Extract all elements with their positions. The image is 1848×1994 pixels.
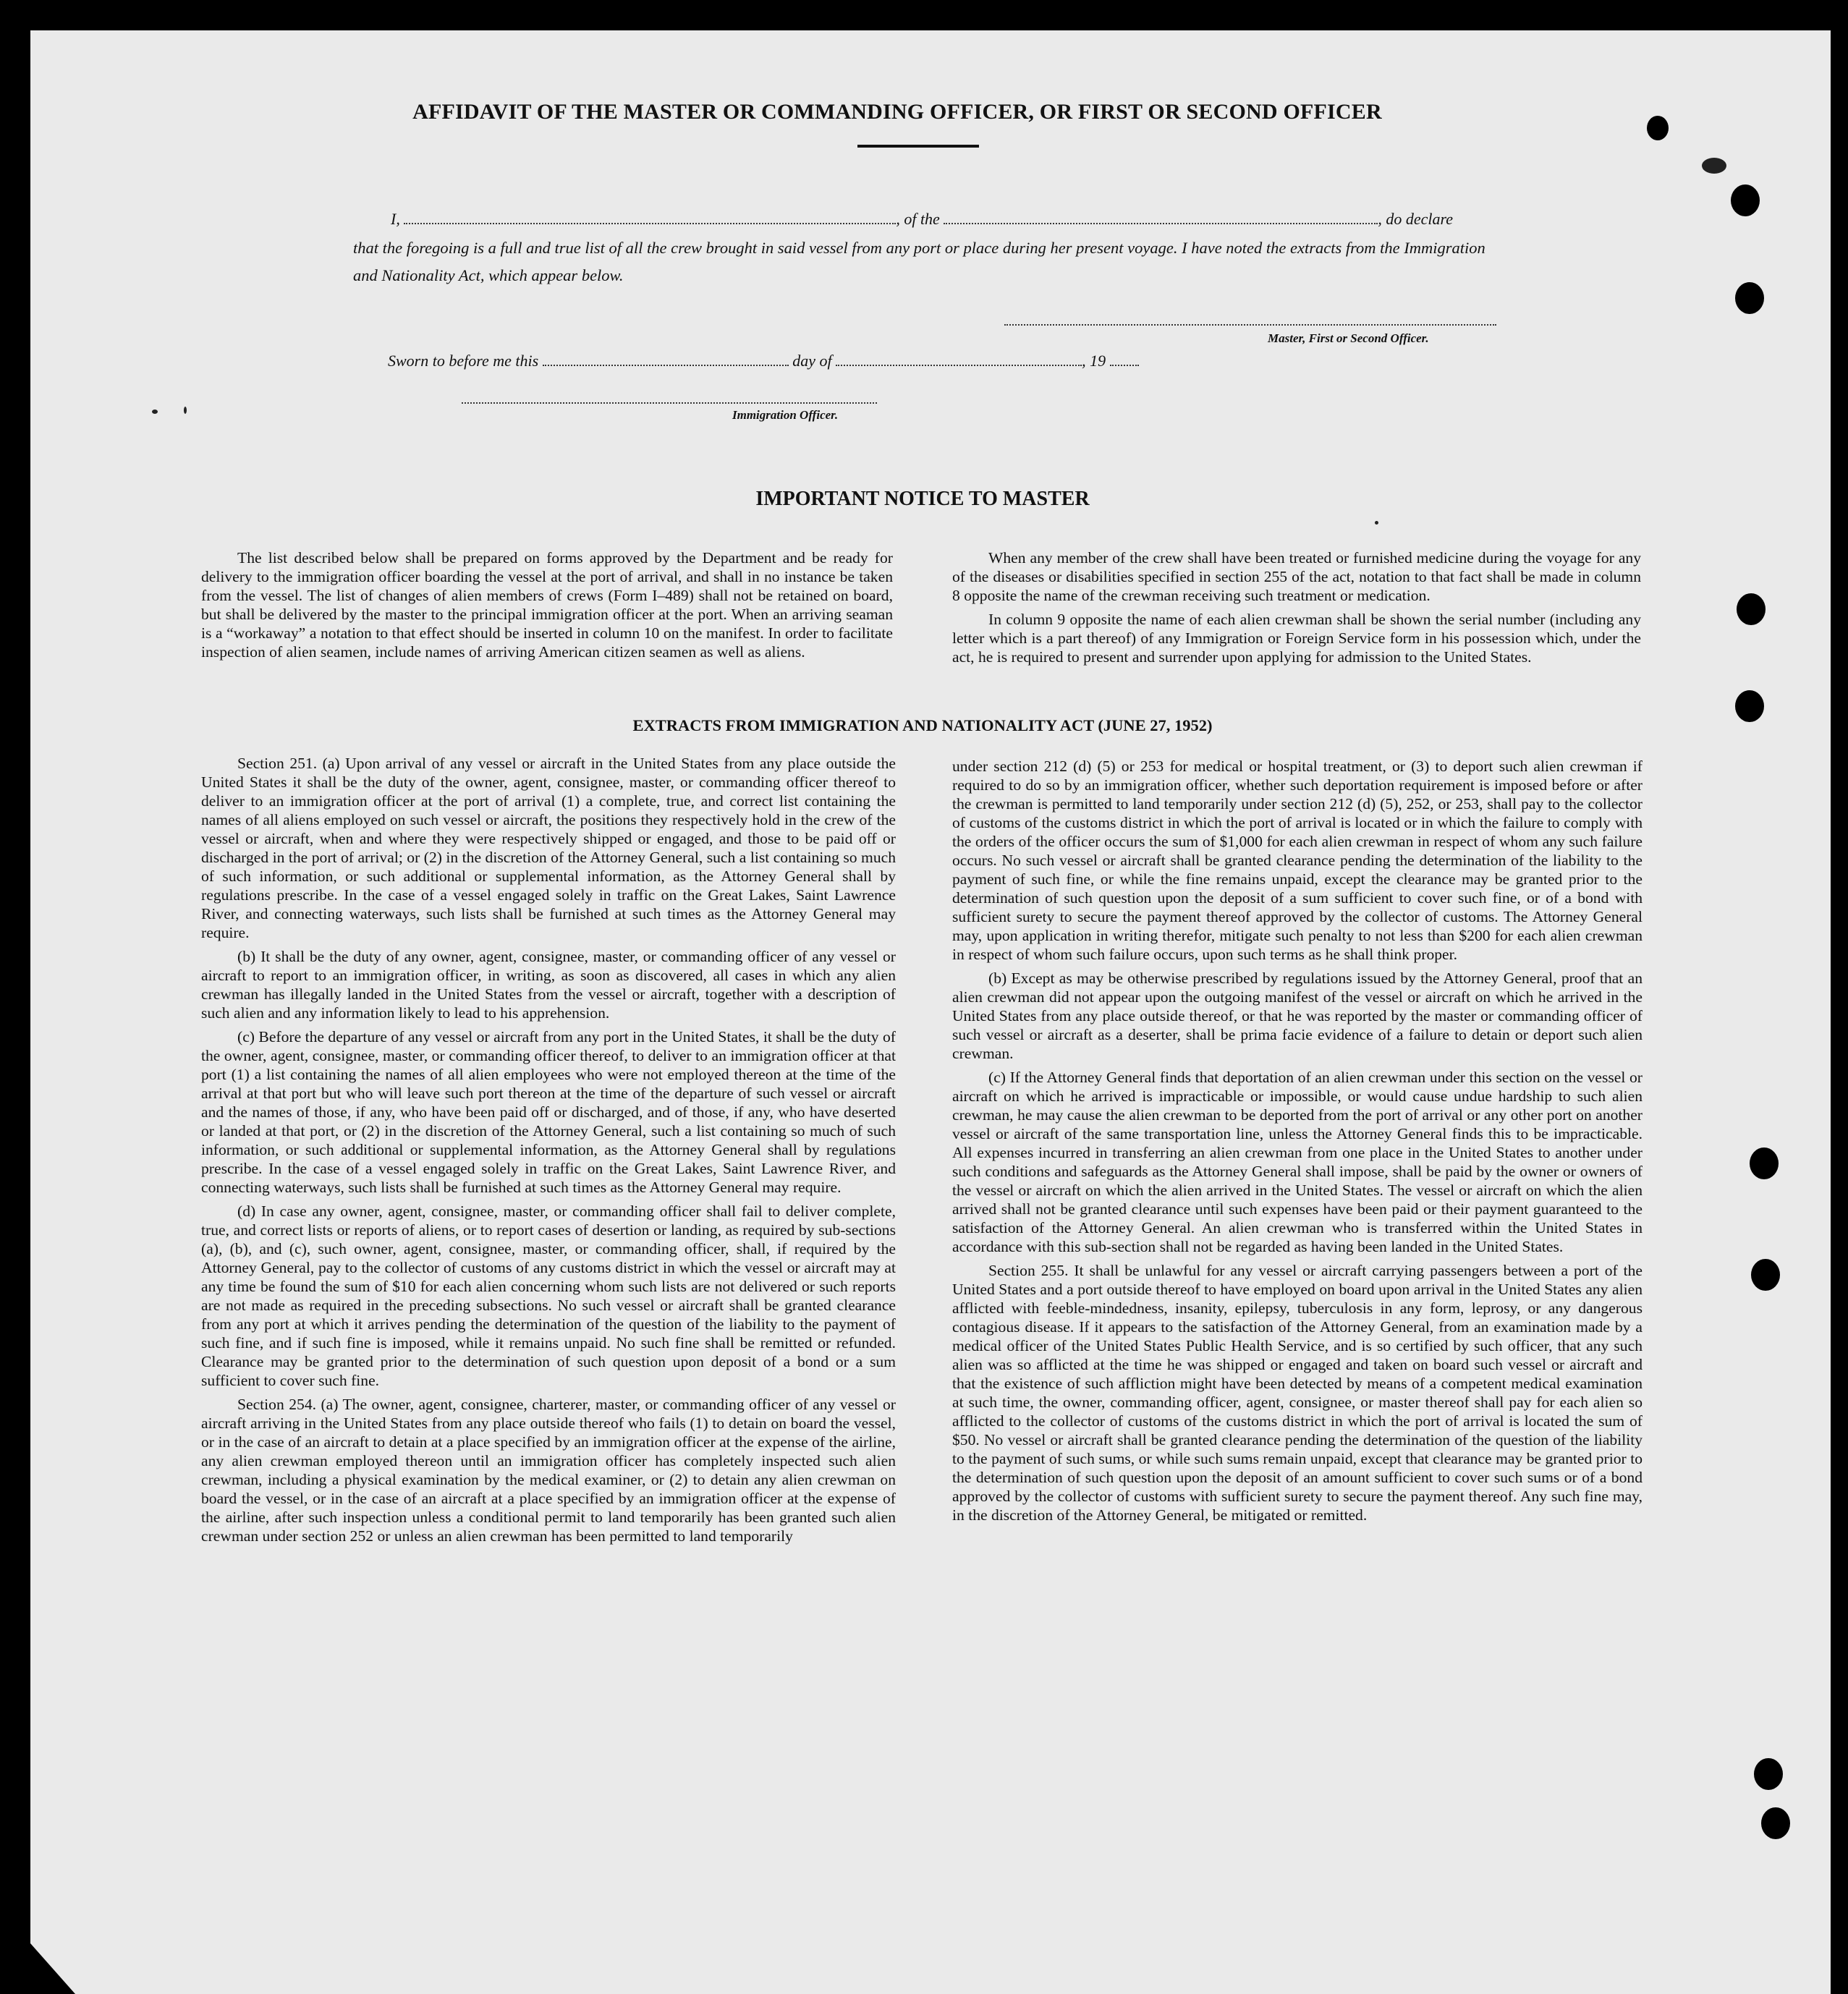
ink-speck — [152, 410, 158, 414]
declaration-line — [391, 210, 1491, 229]
notice-right-column — [952, 548, 1641, 671]
sworn-month-blank[interactable] — [836, 352, 1082, 366]
notice-left-column — [201, 548, 893, 666]
title-underline — [857, 145, 979, 148]
binder-hole — [1647, 116, 1669, 140]
extract-paragraph: (d) In case any owner, agent, consignee, master, or commanding officer shall fail to deliver complete, true, and correct lists or reports of aliens, or to report cases of desertion or landing, as required by sub-sections (a), (b), and (c), such owner, agent, consignee, master, or commanding officer, shall, if required by the Attorney General, pay to the collector of customs of any customs district in which the vessel or aircraft may at any time be found the sum of $10 for each alien concerning whom such lists are not delivered or such reports are not made as required in the preceding subsections. No such vessel or aircraft shall be granted clearance from any port at which it arrives pending the determination of the question of the liability to the payment of such fine, and if such fine is imposed, while it remains unpaid. No such fine shall be remitted or refunded. Clearance may be granted prior to the determination of such question upon deposit of a bond or a sum sufficient to cover such fine. — [201, 1202, 896, 1389]
sworn-year-blank[interactable] — [1110, 352, 1139, 366]
master-caption: Master, First or Second Officer. — [1268, 331, 1429, 345]
notice-right-text-1: When any member of the crew shall have been treated or furnished medicine during the voyage for any of the diseases or disabilities specified in section 255 of the act, notation to that fact shall be made in column 8 opposite the name of the crewman receiving such treatment or medication. — [952, 549, 1641, 604]
affidavit-title: AFFIDAVIT OF THE MASTER OR COMMANDING OFFICER, OR FIRST OR SECOND OFFICER — [412, 100, 1382, 124]
extract-paragraph: (b) Except as may be otherwise prescribed by regulations issued by the Attorney General, proof that an alien crewman did not appear upon the outgoing manifest of the vessel or aircraft on which he arrived in the United States from any place outside thereof, or that he was reported by the master or commanding officer of such vessel or aircraft as a deserter, shall be prima facie evidence of a failure to detain or deport such alien crewman. — [952, 970, 1643, 1062]
extract-paragraph: Section 251. (a) Upon arrival of any vessel or aircraft in the United States from any place outside the United States it shall be the duty of the owner, agent, consignee, master, or commanding officer thereof to deliver to an immigration officer at the port of arrival (1) a complete, true, and correct list containing the names of all aliens employed on such vessel or aircraft, the positions they respectively hold in the crew of the vessel or aircraft, when and where they were respectively shipped or engaged, and those to be paid off or discharged in the port of arrival; or (2) in the discretion of the Attorney General, such a list containing so much of such information, or such additional or supplemental information, as the Attorney General shall by regulations prescribe. In the case of a vessel engaged solely in traffic on the Great Lakes, Saint Lawrence River, and connecting waterways, such lists shall be furnished at such times as the Attorney General may require. — [201, 755, 896, 941]
i-label: I, — [391, 210, 400, 228]
binder-hole — [1750, 1147, 1779, 1179]
ink-speck — [1702, 158, 1726, 174]
binder-hole — [1761, 1807, 1790, 1839]
binder-hole — [1737, 593, 1766, 625]
officer-signature-line[interactable] — [462, 402, 877, 404]
sworn-line — [388, 352, 1256, 370]
ink-speck — [184, 407, 187, 414]
notice-right-text-2: In column 9 opposite the name of each alien crewman shall be shown the serial number (including any letter which is a part thereof) of any Immigration or Foreign Service form in his possession which, under the act, he is required to present and surrender upon applying for admission to the United States. — [952, 611, 1641, 666]
binder-hole — [1735, 690, 1764, 722]
vessel-blank[interactable] — [944, 210, 1378, 224]
ink-speck — [1375, 521, 1378, 525]
of-the-label: , of the — [896, 210, 940, 228]
name-blank[interactable] — [404, 210, 896, 224]
binder-hole — [1751, 1259, 1780, 1291]
master-signature-line[interactable] — [1004, 324, 1496, 326]
binder-hole — [1731, 184, 1760, 216]
year-label: , 19 — [1082, 352, 1106, 370]
extract-paragraph: Section 255. It shall be unlawful for any vessel or aircraft carrying passengers between a port of the United States and a port outside thereof to have employed on board upon arrival in the United States any alien afflicted with feeble-mindedness, insanity, epilepsy, tuberculosis in any form, leprosy, or any dangerous contagious disease. If it appears to the satisfaction of the Attorney General, from an examination made by a medical officer of the United States Public Health Service, and is so certified by such officer, that any such alien was so afflicted at the time he was shipped or engaged and taken on board such vessel or aircraft and that the existence of such affliction might have been detected by means of a competent medical examination at such time, the owner, commanding officer, agent, consignee, or master thereof shall pay for each alien so afflicted to the collector of customs of the customs district in which the port of arrival is located the sum of $50. No vessel or aircraft shall be granted clearance pending the determination of the question of the liability to the payment of such sums, or while such sums remain unpaid, except that clearance may be granted prior to the determination of such question upon the deposit of an amount sufficient to cover such sums or of a bond approved by the collector of customs with sufficient surety to secure the payment thereof. Any such fine may, in the discretion of the Attorney General, be mitigated or remitted. — [952, 1262, 1643, 1524]
binder-hole — [1735, 282, 1764, 314]
day-of-label: day of — [792, 352, 832, 370]
extracts-right-column — [952, 757, 1643, 1530]
extract-paragraph: (b) It shall be the duty of any owner, agent, consignee, master, or commanding officer of any vessel or aircraft to report to an immigration officer, in writing, as soon as discovered, all cases in which any alien crewman has illegally landed in the United States from the vessel or aircraft, together with a description of such alien and any information likely to lead to his apprehension. — [201, 948, 896, 1022]
extracts-title: EXTRACTS FROM IMMIGRATION AND NATIONALITY ACT (JUNE 27, 1952) — [632, 716, 1213, 734]
sworn-label: Sworn to before me this — [388, 352, 539, 370]
notice-title: IMPORTANT NOTICE TO MASTER — [755, 488, 1090, 510]
notice-left-text: The list described below shall be prepared on forms approved by the Department and be ready for delivery to the immigration officer boarding the vessel at the port of arrival, and shall in no instance be taken from the vessel. The list of changes of alien members of crews (Form I–489) shall not be retained on board, but shall be delivered by the master to the principal immigration officer at the port. When an arriving seaman is a “workaway” a notation to that effect should be inserted in column 10 on the manifest. In order to facilitate inspection of alien seamen, include names of arriving American citizen seamen as well as aliens. — [201, 549, 893, 661]
do-declare-label: , do declare — [1378, 210, 1453, 228]
officer-caption: Immigration Officer. — [732, 408, 839, 422]
extract-paragraph: under section 212 (d) (5) or 253 for medical or hospital treatment, or (3) to deport such alien crewman if required to do so by an immigration officer, whether such deportation requirement is imposed before or after the crewman is permitted to land temporarily under section 212 (d) (5), 252, or 253, shall pay to the collector of customs of the customs district in which the port of arrival is located or in which the failure to comply with the orders of the officer occurs the sum of $1,000 for each alien crewman in respect of whom any such failure occurs. No such vessel or aircraft shall be granted clearance pending the determination of the liability to the payment of such fine, or while the fine remains unpaid, except the clearance may be granted prior to the determination of such question upon the deposit of a sum sufficient to cover such fine, or of a bond with sufficient surety to secure the payment thereof approved by the collector of customs. The Attorney General may, upon application in writing therefor, mitigate such penalty to not less than $200 for each alien crewman in respect of whom such failure occurs, upon such terms as he shall think proper. — [952, 758, 1643, 963]
extract-paragraph: (c) Before the departure of any vessel or aircraft from any port in the United States, it shall be the duty of the owner, agent, consignee, master, or commanding officer thereof, to deliver to an immigration officer at that port (1) a list containing the names of all alien employees who were not employed thereon at the time of the arrival at that port but who will leave such port thereon at the time of the departure of such vessel or aircraft and the names of those, if any, who have been paid off or discharged, and of those, if any, who have deserted or landed at that port, or (2) in the discretion of the Attorney General, such a list containing so much of such information, or such additional or supplemental information, as the Attorney General shall by regulations prescribe. In the case of a vessel engaged solely in traffic on the Great Lakes, Saint Lawrence River, and connecting waterways, such lists shall be furnished at such times as the Attorney General may require. — [201, 1028, 896, 1196]
declaration-statement: that the foregoing is a full and true list of all the crew brought in said vessel from any port or place during her present voyage. I have noted the extracts from the Immigration and Nationality Act, which appear below. — [353, 239, 1485, 284]
extracts-left-column — [201, 754, 896, 1550]
extract-paragraph: Section 254. (a) The owner, agent, consignee, charterer, master, or commanding officer of any vessel or aircraft arriving in the United States from any place outside thereof who fails (1) to detain on board the vessel, or in the case of an aircraft to detain at a place specified by an immigration officer at the expense of the airline, any alien crewman employed thereon until an immigration officer has completely inspected such alien crewman, including a physical examination by the medical examiner, or (2) to detain any alien crewman on board the vessel, or in the case of an aircraft at a place specified by an immigration officer at the expense of the airline, after such inspection unless a conditional permit to land temporarily has been granted such alien crewman under section 252 or unless an alien crewman has been permitted to land temporarily — [201, 1396, 896, 1545]
extract-paragraph: (c) If the Attorney General finds that deportation of an alien crewman under this section on the vessel or aircraft on which he arrived is impracticable or impossible, or would cause undue hardship to such alien crewman, he may cause the alien crewman to be deported from the port of arrival or any other port on another vessel or aircraft of the same transportation line, unless the Attorney General finds this to be impracticable. All expenses incurred in transferring an alien crewman from one place in the United States to another under such conditions and safeguards as the Attorney General shall impose, shall be paid by the owner or owners of the vessel or aircraft on which the alien arrived in the United States. The vessel or aircraft on which the alien arrived shall not be granted clearance until such expenses have been paid or their payment guaranteed to the satisfaction of the Attorney General. An alien crewman who is transferred within the United States in accordance with this sub-section shall not be regarded as having been landed in the United States. — [952, 1069, 1643, 1255]
binder-hole — [1754, 1758, 1783, 1790]
sworn-day-blank[interactable] — [543, 352, 789, 366]
